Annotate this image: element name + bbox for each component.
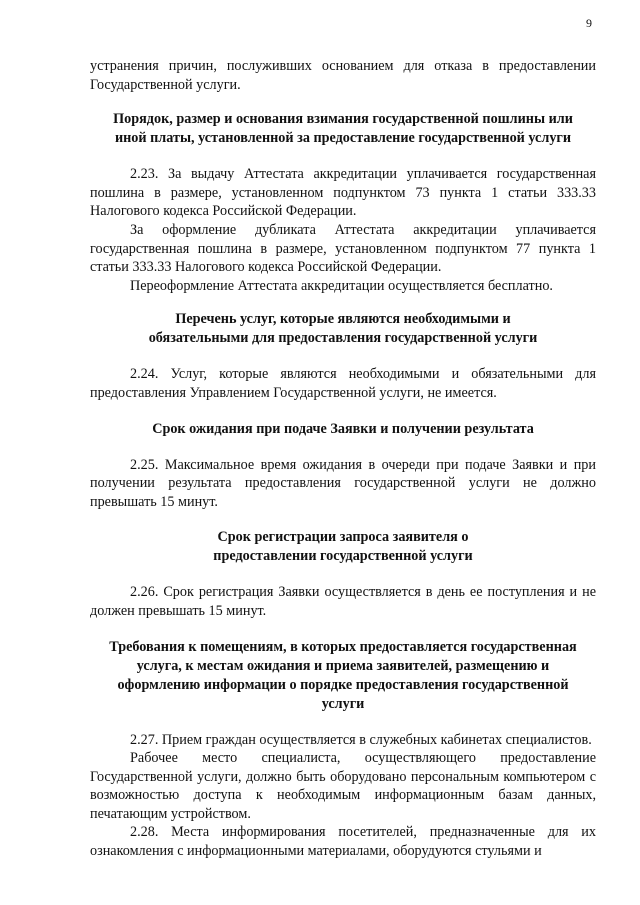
section-heading-waiting-time: Срок ожидания при подаче Заявки и получении результата bbox=[152, 420, 534, 437]
paragraph-2-25: 2.25. Максимальное время ожидания в очереди при подаче Заявки и при получении результата предоставления государственной услуги не должно превышать 15 минут. bbox=[90, 456, 596, 510]
paragraph-2-24: 2.24. Услуг, которые являются необходимыми и обязательными для предоставления Управлением Государственной услуги, не имеется. bbox=[90, 366, 596, 401]
paragraph-duplicate-fee: За оформление дубликата Аттестата аккредитации уплачивается государственная пошлина в размере, установленном подпунктом 77 пункта 1 статьи 333.33 Налогового кодекса Российской Федерации. bbox=[90, 221, 596, 276]
page-number: 9 bbox=[586, 16, 592, 30]
section-heading-registration-time: Срок регистрации запроса заявителя о предоставлении государственной услуги bbox=[213, 529, 473, 565]
paragraph-continuation: устранения причин, послуживших основанием для отказа в предоставлении Государственной услуги. bbox=[90, 58, 596, 93]
page-content bbox=[90, 57, 596, 861]
section-heading-premises-requirements: Требования к помещениям, в которых предоставляется государственная услуга, к местам ожидания и приема заявителей, размещению и оформлению информации о порядке предоставления государственной услуги bbox=[109, 638, 577, 712]
paragraph-2-28: 2.28. Места информирования посетителей, предназначенные для их ознакомления с информационными материалами, оборудуются стульями и bbox=[90, 824, 596, 860]
paragraph-workplace: Рабочее место специалиста, осуществляющего предоставление Государственной услуги, должно быть оборудовано персональным компьютером с возможностью доступа к необходимым информационным базам данных, печатающим устройством. bbox=[90, 750, 596, 822]
section-heading-required-services: Перечень услуг, которые являются необходимыми и обязательными для предоставления государственной услуги bbox=[148, 311, 538, 347]
paragraph-2-27: 2.27. Прием граждан осуществляется в служебных кабинетах специалистов. bbox=[130, 731, 592, 748]
paragraph-2-26: 2.26. Срок регистрация Заявки осуществляется в день ее поступления и не должен превышать 15 минут. bbox=[90, 584, 596, 619]
paragraph-reissue-free: Переоформление Аттестата аккредитации осуществляется бесплатно. bbox=[130, 277, 553, 294]
paragraph-2-23: 2.23. За выдачу Аттестата аккредитации уплачивается государственная пошлина в размере, установленном подпунктом 73 пункта 1 статьи 333.33 Налогового кодекса Российской Федерации. bbox=[90, 166, 596, 220]
section-heading-fee: Порядок, размер и основания взимания государственной пошлины или иной платы, установленной за предоставление государственной услуги bbox=[113, 111, 573, 147]
